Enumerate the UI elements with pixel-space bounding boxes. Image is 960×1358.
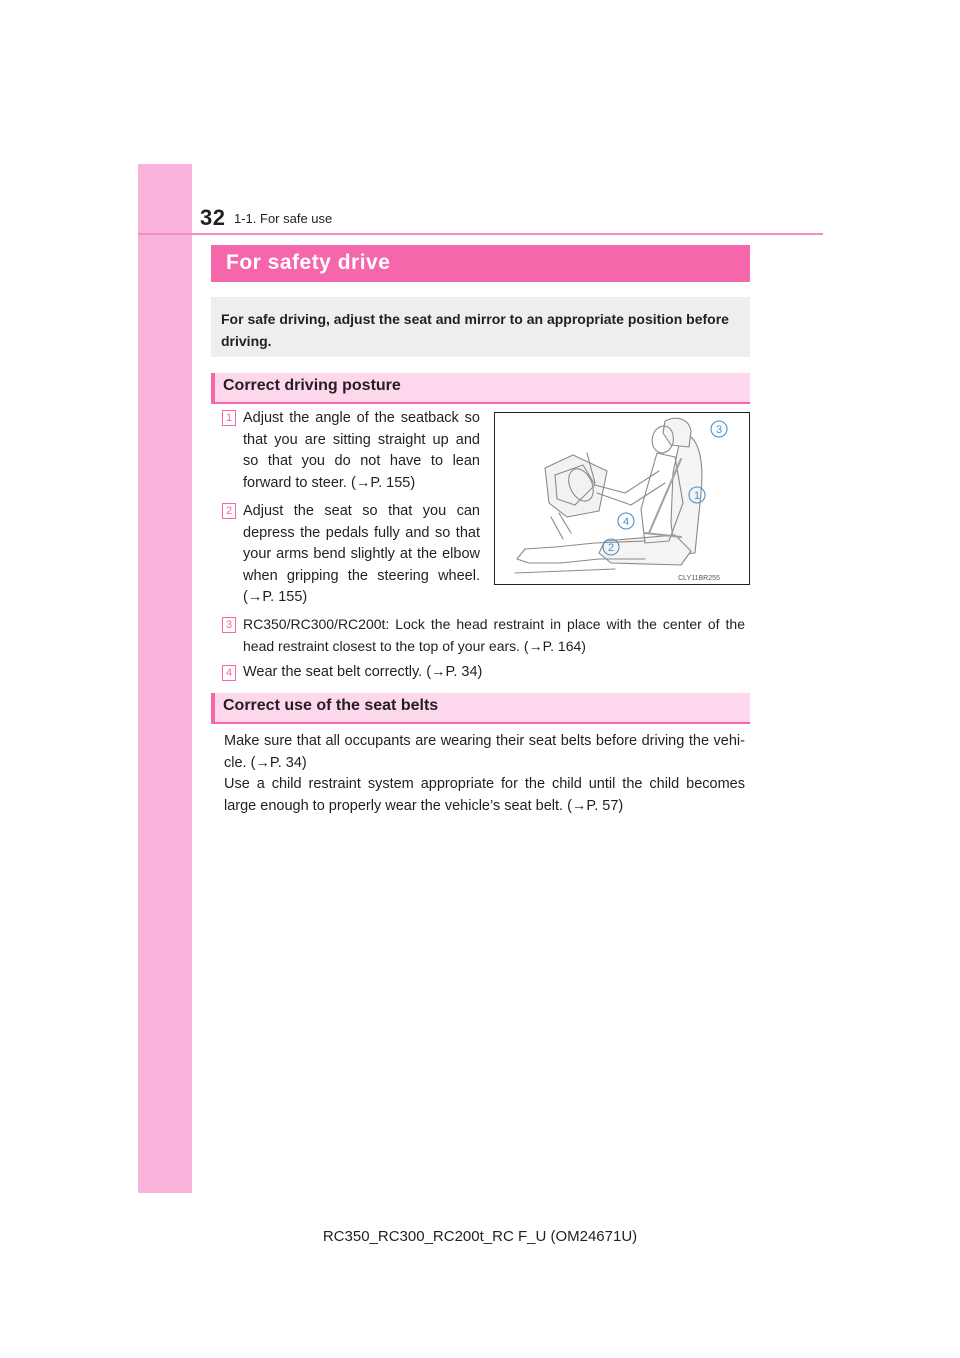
chapter-sidebar-tab [138,164,192,1193]
item-marker-1: 1 [222,410,236,426]
posture-item-3: RC350/RC300/RC200t: Lock the head restraint in place with the center of the head restraint closest to the top of your ears. (→P. 164) [243,616,745,654]
driving-posture-illustration [494,412,750,585]
item-marker-4: 4 [222,665,236,681]
page-title: For safety drive [226,251,391,274]
item-marker-3: 3 [222,617,236,633]
footer-model-code: RC350_RC300_RC200t_RC F_U (OM24671U) [322,1228,638,1245]
posture-item-4: Wear the seat belt correctly. (→P. 34) [243,664,483,680]
posture-item-1: Adjust the angle of the seatback so that you are sitting straight up and so that you do not have to lean forward to steer. (→P. 155) [243,410,480,491]
driver-seat-drawing [495,413,750,585]
subhead-driving-posture-label: Correct driving posture [223,377,401,394]
callout-2: 2 [607,542,615,554]
subhead-seat-belts [211,693,750,724]
page-number: 32 [200,205,226,230]
seat-belt-body [224,731,745,817]
intro-text: For safe driving, adjust the seat and mirror to an appropriate position before driving. [221,311,729,349]
item-marker-2: 2 [222,503,236,519]
page-title-bar [211,245,750,282]
subhead-driving-posture [211,373,750,404]
posture-item-2: Adjust the seat so that you can depress the pedals fully and so that your arms bend slightly at the elbow when gripping the steering wheel. (→P. 155) [243,503,480,606]
callout-4: 4 [622,516,630,528]
header-rule [138,233,823,235]
section-label: 1-1. For safe use [234,211,333,226]
callout-3: 3 [715,424,723,436]
seat-belt-paragraph-2: Use a child restraint system appropriate for the child until the child becomes large enough to properly wear the vehicle’s seat belt. (→P. 57) [224,776,745,814]
seat-belt-paragraph-1: Make sure that all occupants are wearing their seat belts before driving the vehi-cle. (→P. 34) [224,733,745,771]
callout-1: 1 [693,490,701,502]
subhead-seat-belts-label: Correct use of the seat belts [223,697,439,714]
intro-box [211,297,750,357]
figure-code: CLY11BR255 [678,575,720,582]
